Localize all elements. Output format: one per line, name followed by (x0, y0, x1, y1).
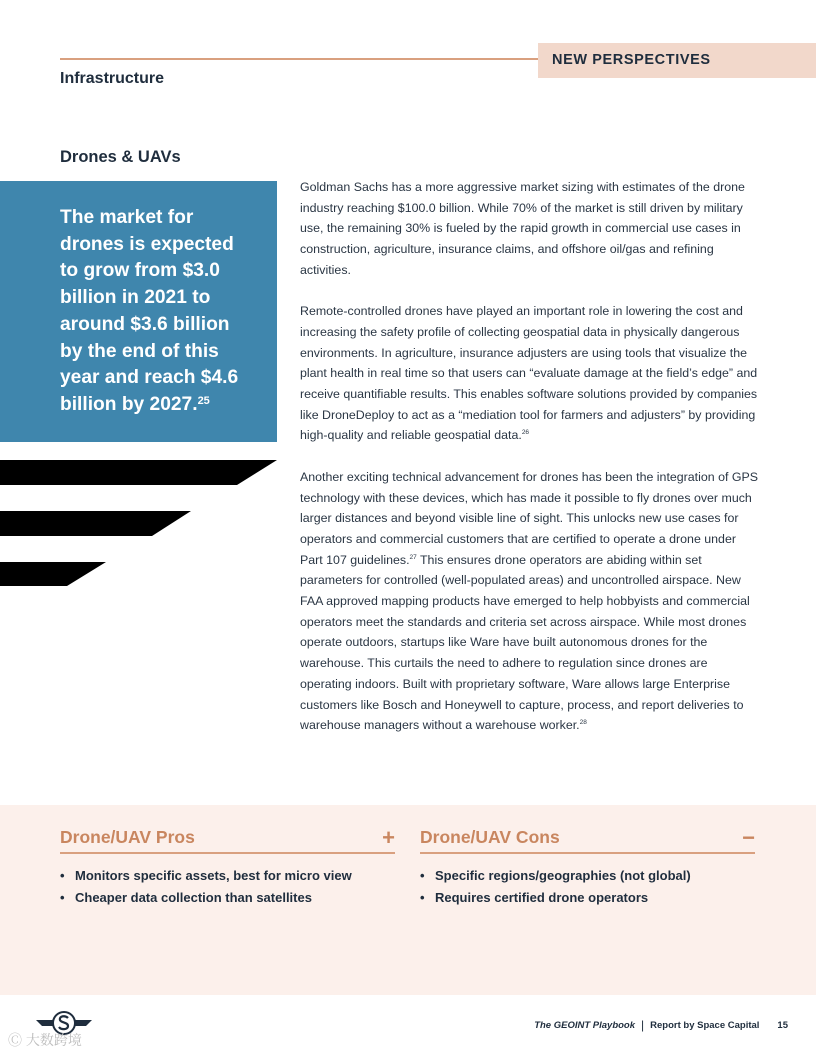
pros-list (60, 868, 395, 905)
footnote-ref-26: 26 (521, 429, 530, 437)
paragraph-3 (300, 467, 760, 736)
footer-title: The GEOINT Playbook (534, 1019, 636, 1031)
callout-footnote-ref: 25 (197, 394, 210, 407)
callout-box (0, 181, 277, 442)
cons-list (420, 868, 755, 905)
paragraph-1: Goldman Sachs has a more aggressive market sizing with estimates of the drone industry reaching $100.0 billion. While 70% of the market is still driven by military use, the remaining 30% is fueled by the rapid growth in commercial use cases in construction, agriculture, insurance claims, and offshore oil/gas and refining activities. (300, 180, 745, 277)
pros-title: Drone/UAV Pros (60, 827, 195, 847)
body-text (300, 177, 760, 757)
paragraph-2-text: Remote-controlled drones have played an important role in lowering the cost and increasing the safety profile of collecting geospatial data in physically dangerous environments. In agriculture, insurance adjusters are using tools that visualize the plant health in real time so that users can “evaluate damage at the field’s edge” and receive quantifiable results. This enables software solutions provided by companies like DroneDeploy to act as a “mediation tool for farmers and adjusters” by providing high-quality and reliable geospatial data. (300, 304, 758, 443)
page-subhead: Drones & UAVs (60, 148, 181, 166)
cons-header (420, 824, 755, 854)
callout-text: The market for drones is expected to grow from $3.0 billion in 2021 to around $3.6 billion by the end of this year and reach $4.6 billion by 2027. (60, 207, 239, 415)
list-item: • Specific regions/geographies (not global) (420, 868, 755, 883)
footer-separator: | (641, 1018, 645, 1032)
section-tag: NEW PERSPECTIVES (538, 43, 816, 78)
pros-cons-section (0, 805, 816, 995)
list-item: • Cheaper data collection than satellites (60, 890, 395, 905)
minus-icon: − (742, 824, 755, 850)
paragraph-3-text-a: Another exciting technical advancement for drones has been the integration of GPS technology with these devices, which has made it possible to fly drones over much larger distances and beyond visible line of sight. This unlocks new use cases for operators and commercial customers that are certified to operate a drone under Part 107 guidelines. (300, 469, 759, 567)
watermark: Ⓒ 大数跨境 (8, 1032, 82, 1048)
list-item: • Monitors specific assets, best for micro view (60, 868, 395, 883)
footnote-ref-28: 28 (579, 719, 587, 727)
section-label: Infrastructure (60, 70, 165, 87)
page-number: 15 (777, 1019, 788, 1031)
stripe-3 (0, 562, 106, 586)
footnote-ref-27: 27 (409, 553, 417, 561)
plus-icon: + (382, 824, 395, 850)
cons-panel (420, 824, 755, 912)
pros-header (60, 824, 395, 854)
footer (534, 1018, 788, 1032)
footer-report: Report by Space Capital (650, 1019, 760, 1031)
paragraph-2 (300, 301, 760, 446)
stripe-1 (0, 460, 277, 485)
decorative-stripes (0, 460, 280, 590)
header-rule (60, 58, 540, 60)
stripe-2 (0, 511, 191, 536)
pros-panel (60, 824, 395, 912)
cons-title: Drone/UAV Cons (420, 827, 560, 847)
list-item: • Requires certified drone operators (420, 890, 755, 905)
paragraph-3-text-b: This ensures drone operators are abiding within set parameters for controlled (well-populated areas) and uncontrolled airspace. New FAA approved mapping products have emerged to help hobbyists and commercial operators meet the standards and criteria set across airspace. While most drones operate outdoors, startups like Ware have built autonomous drones for the warehouse. This curtails the need to adhere to regulation since drones are operating indoors. Built with proprietary software, Ware allows large Enterprise customers like Bosch and Honeywell to capture, process, and report deliveries to warehouse managers without a warehouse worker. (300, 552, 750, 733)
